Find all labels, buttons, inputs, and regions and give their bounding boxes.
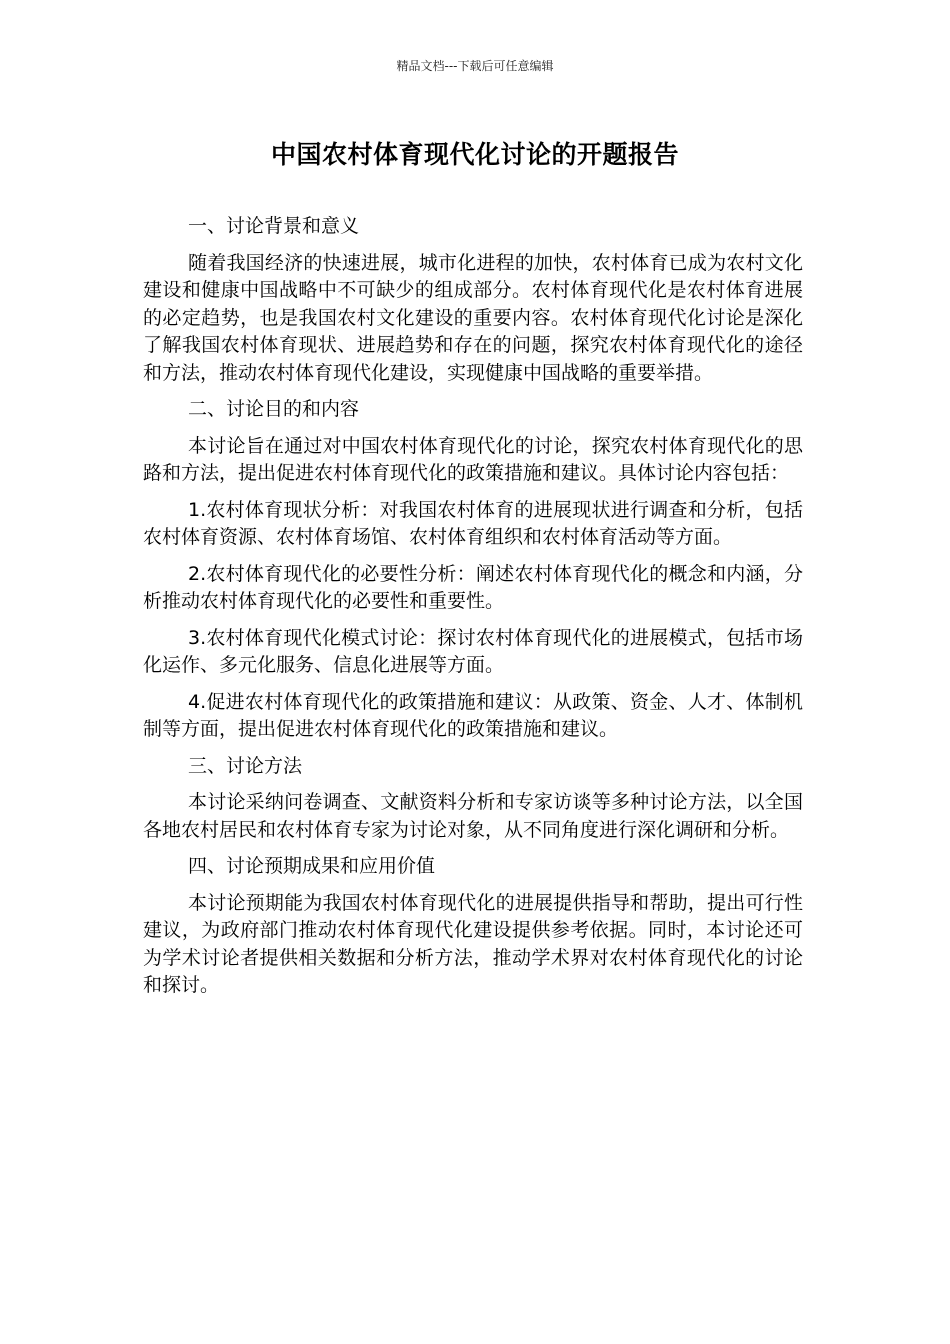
paragraph: 随着我国经济的快速进展，城市化进程的加快，农村体育已成为农村文化建设和健康中国战略中不可缺少的组成部分。农村体育现代化是农村体育进展的必定趋势，也是我国农村文化建设的重要内容。农村体育现代化讨论是深化了解我国农村体育现状、进展趋势和存在的问题，探究农村体育现代化的途径和方法，推动农村体育现代化建设，实现健康中国战略的重要举措。 xyxy=(143,251,803,384)
document-title: 中国农村体育现代化讨论的开题报告 xyxy=(270,140,679,169)
section-heading: 二、讨论目的和内容 xyxy=(188,398,360,420)
section-heading: 三、讨论方法 xyxy=(188,754,303,777)
document-body xyxy=(143,213,803,1009)
header-note: 精品文档---下载后可任意编辑 xyxy=(396,59,554,73)
list-item: 2.农村体育现代化的必要性分析：阐述农村体育现代化的概念和内涵，分析推动农村体育现代化的必要性和重要性。 xyxy=(143,562,803,612)
paragraph: 本讨论预期能为我国农村体育现代化的进展提供指导和帮助，提出可行性建议，为政府部门推动农村体育现代化建设提供参考依据。同时，本讨论还可为学术讨论者提供相关数据和分析方法，推动学术界对农村体育现代化的讨论和探讨。 xyxy=(143,891,803,996)
paragraph: 本讨论采纳问卷调查、文献资料分析和专家访谈等多种讨论方法，以全国各地农村居民和农村体育专家为讨论对象，从不同角度进行深化调研和分析。 xyxy=(143,791,803,841)
paragraph: 本讨论旨在通过对中国农村体育现代化的讨论，探究农村体育现代化的思路和方法，提出促进农村体育现代化的政策措施和建议。具体讨论内容包括： xyxy=(143,434,803,484)
section-heading: 一、讨论背景和意义 xyxy=(188,215,360,237)
list-item: 4.促进农村体育现代化的政策措施和建议：从政策、资金、人才、体制机制等方面，提出促进农村体育现代化的政策措施和建议。 xyxy=(143,690,803,740)
list-item: 1.农村体育现状分析：对我国农村体育的进展现状进行调查和分析，包括农村体育资源、农村体育场馆、农村体育组织和农村体育活动等方面。 xyxy=(143,498,803,548)
section-heading: 四、讨论预期成果和应用价值 xyxy=(188,855,436,877)
list-item: 3.农村体育现代化模式讨论：探讨农村体育现代化的进展模式，包括市场化运作、多元化服务、信息化进展等方面。 xyxy=(143,626,803,676)
